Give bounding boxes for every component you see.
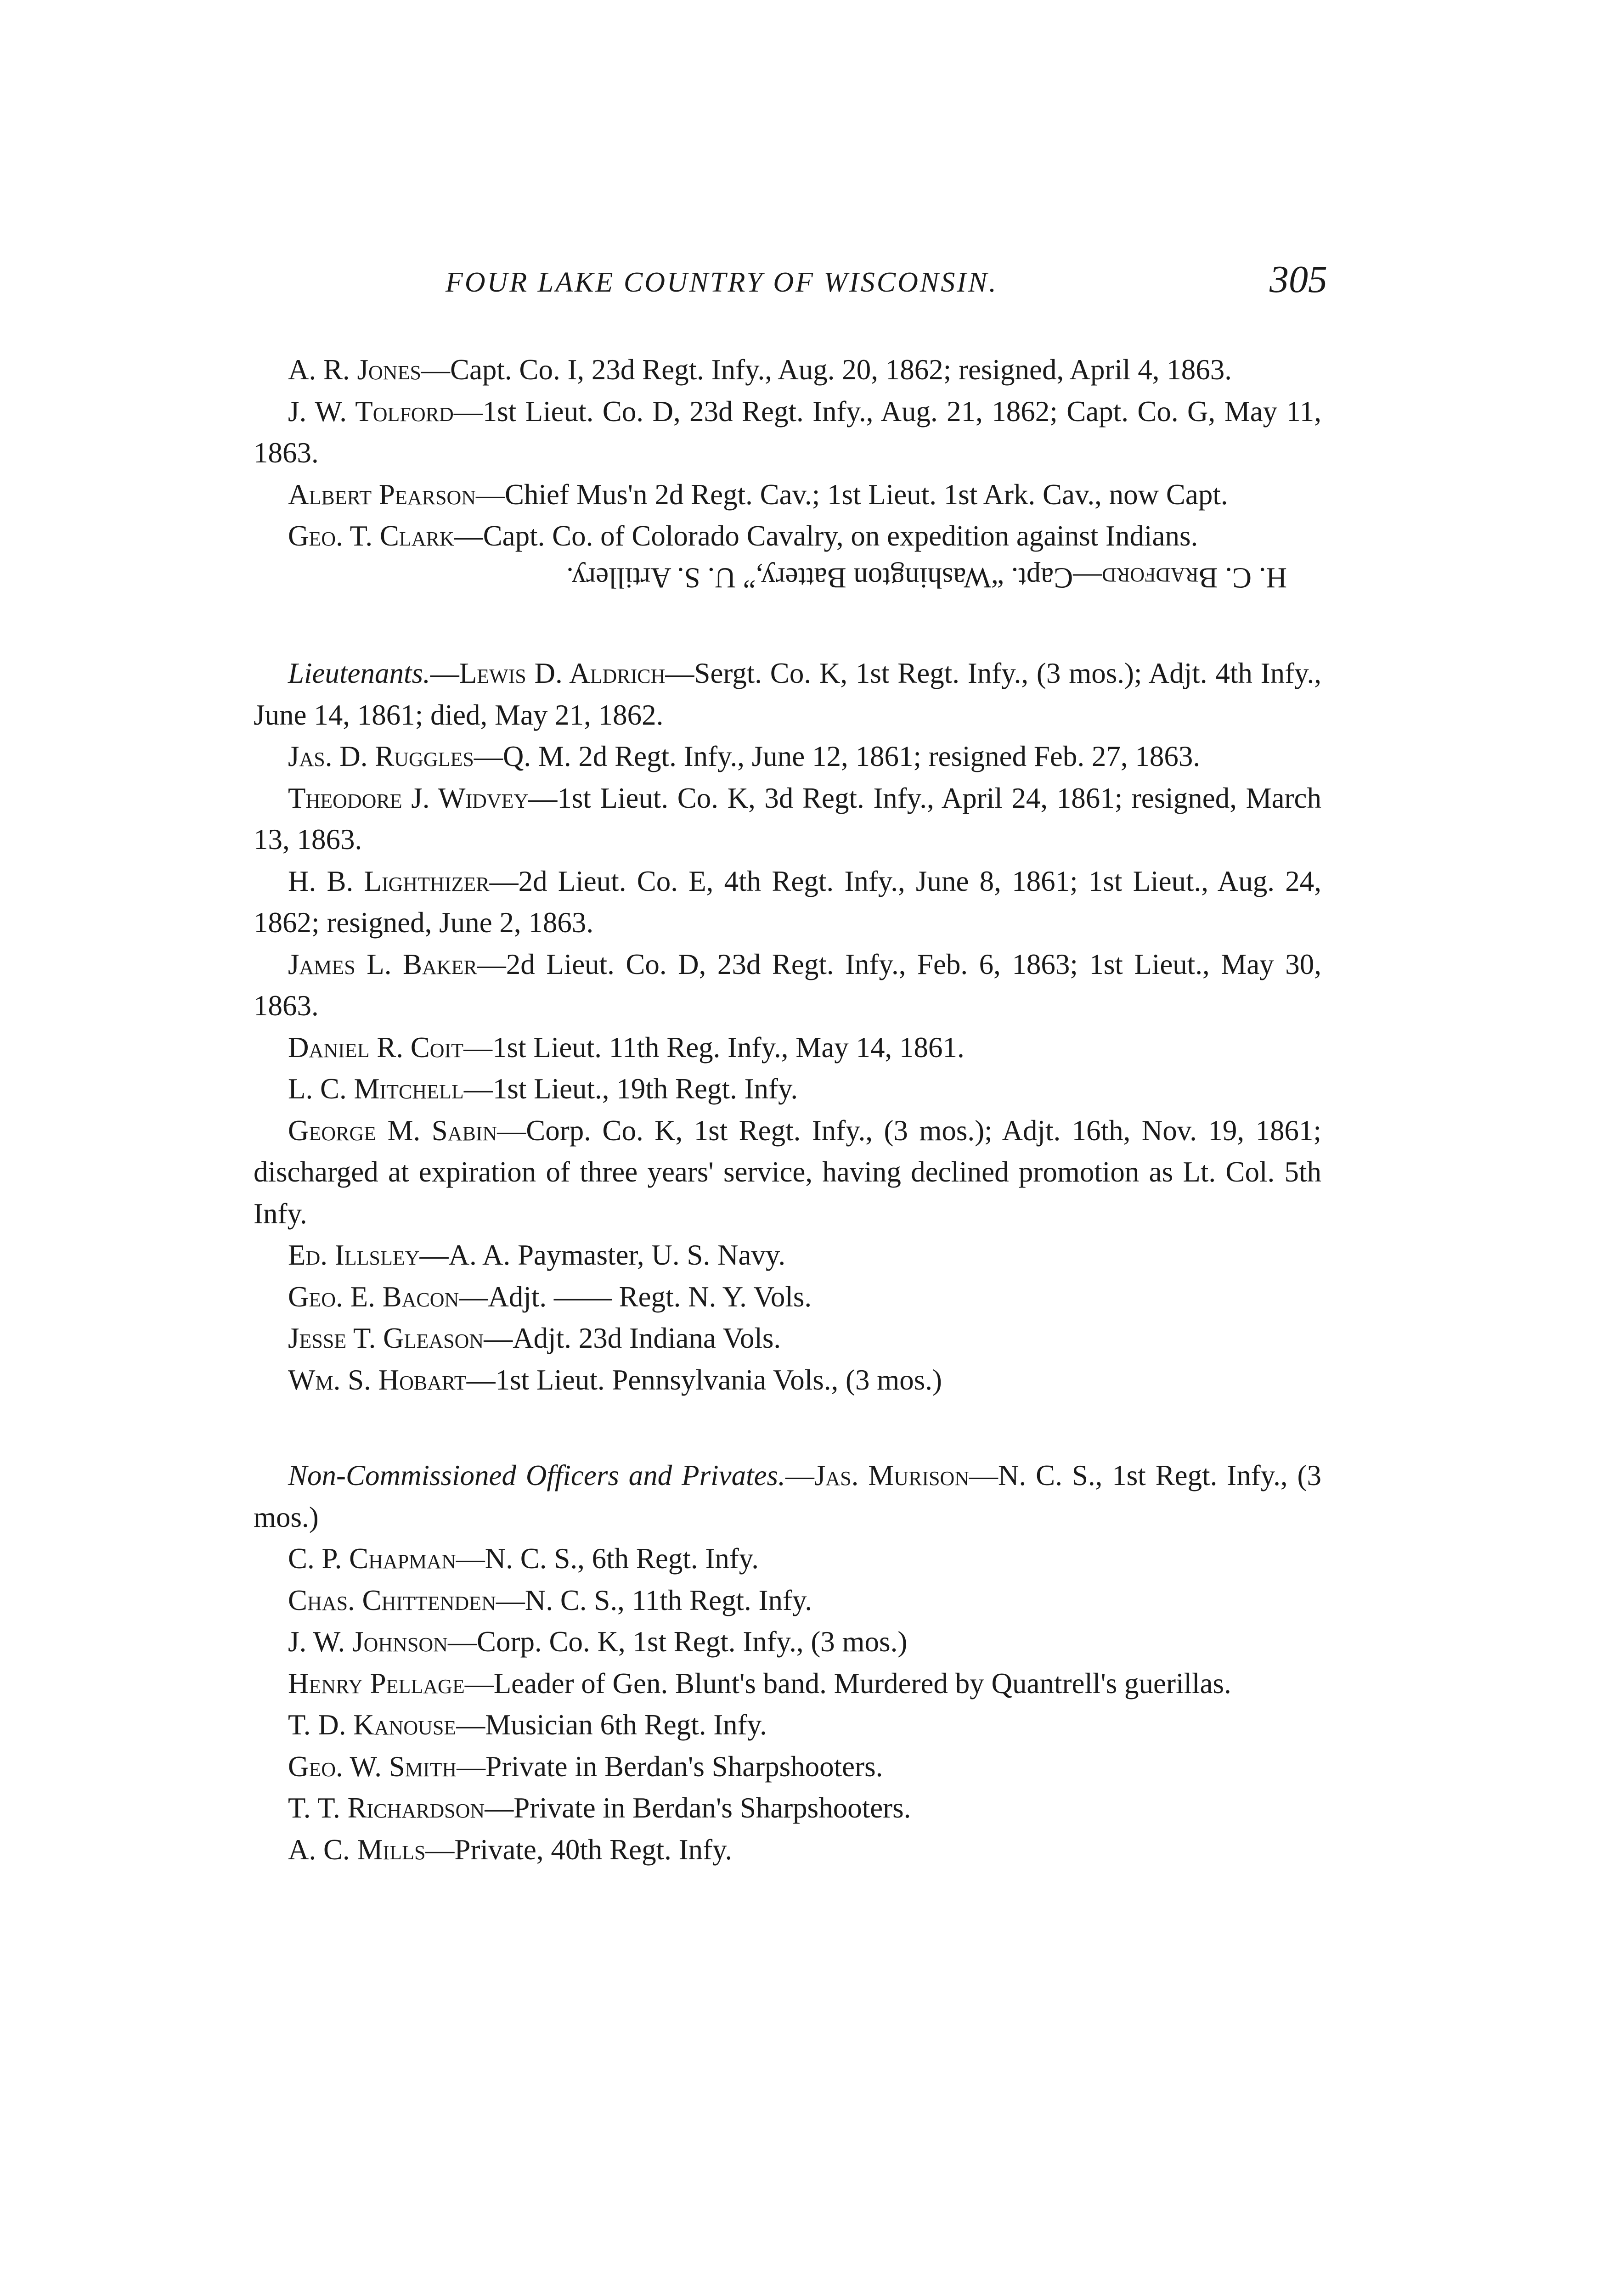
service-record: —Leader of Gen. Blunt's band. Murdered by Quantrell's guerillas.: [464, 1667, 1231, 1699]
service-record: —Adjt. 23d Indiana Vols.: [484, 1322, 781, 1354]
service-record: —Private, 40th Regt. Infy.: [425, 1833, 733, 1866]
soldier-name: Geo. E. Bacon: [288, 1280, 459, 1313]
soldier-name: H. B. Lighthizer: [288, 865, 490, 897]
section-gap: [254, 1401, 1321, 1455]
soldier-name: Jesse T. Gleason: [288, 1322, 484, 1354]
soldier-name: Albert Pearson: [288, 478, 476, 511]
service-record: —Private in Berdan's Sharpshooters.: [457, 1750, 883, 1783]
page-number: 305: [1269, 258, 1327, 301]
service-record: —1st Lieut., 19th Regt. Infy.: [463, 1073, 798, 1105]
service-record: —Musician 6th Regt. Infy.: [456, 1709, 767, 1741]
soldier-name: James L. Baker: [288, 948, 477, 980]
service-record: —Q. M. 2d Regt. Infy., June 12, 1861; resigned Feb. 27, 1863.: [474, 740, 1201, 772]
roster-entry: [254, 1787, 1321, 1829]
service-record: —1st Lieut. 11th Reg. Infy., May 14, 1861.: [463, 1031, 965, 1064]
service-record: —2d Lieut. Co. E, 4th Regt. Infy., June 8, 1861; 1st Lieut., Aug. 24, 1862; resigned, June 2, 1863.: [254, 865, 1321, 939]
roster-entry: [254, 1317, 1321, 1359]
service-record: —Adjt. —— Regt. N. Y. Vols.: [459, 1280, 812, 1313]
section-gap: [254, 598, 1321, 653]
soldier-name: J. W. Johnson: [288, 1626, 448, 1658]
service-record: —2d Lieut. Co. D, 23d Regt. Infy., Feb. 6, 1863; 1st Lieut., May 30, 1863.: [254, 948, 1321, 1022]
soldier-name: Ed. Illsley: [288, 1239, 420, 1271]
soldier-name: Theodore J. Widvey: [288, 782, 529, 814]
roster-entry: [254, 1621, 1321, 1663]
service-record: —Private in Berdan's Sharpshooters.: [485, 1792, 911, 1824]
soldier-name: C. P. Chapman: [288, 1542, 456, 1575]
service-record: —Corp. Co. K, 1st Regt. Infy., (3 mos.); Adjt. 16th, Nov. 19, 1861; discharged at expiration of three years' service, having declined promotion as Lt. Col. 5th Infy.: [254, 1114, 1321, 1230]
service-record: —Corp. Co. K, 1st Regt. Infy., (3 mos.): [447, 1626, 908, 1658]
soldier-name: George M. Sabin: [288, 1114, 497, 1147]
roster-entry: [254, 1110, 1321, 1235]
service-record: —N. C. S., 1st Regt. Infy., (3 mos.): [254, 1459, 1321, 1533]
roster-entry: [254, 1027, 1321, 1069]
soldier-name: Jas. Murison: [814, 1459, 970, 1491]
section-heading-lieutenants: Lieutenants.: [288, 657, 430, 689]
service-record: —Capt. Co. of Colorado Cavalry, on expedition against Indians.: [454, 520, 1198, 552]
roster-entry: [254, 515, 1321, 557]
roster-entry: [254, 1276, 1321, 1318]
soldier-name: J. W. Tolford: [288, 395, 454, 428]
soldier-name: Geo. W. Smith: [288, 1750, 457, 1783]
roster-entry: [254, 1746, 1321, 1788]
roster-entry: [254, 349, 1321, 391]
roster-entry-inverted: [254, 557, 1321, 599]
roster-entry: [254, 391, 1321, 474]
roster-entry: [254, 1538, 1321, 1580]
soldier-name: Geo. T. Clark: [288, 520, 454, 552]
soldier-name: A. C. Mills: [288, 1833, 426, 1866]
service-record: —1st Lieut. Co. K, 3d Regt. Infy., April 24, 1861; resigned, March 13, 1863.: [254, 782, 1321, 855]
service-record: —N. C. S., 6th Regt. Infy.: [456, 1542, 759, 1575]
page-body: [254, 349, 1321, 1870]
roster-entry: Lieutenants.—Lewis D. Aldrich—Sergt. Co. K, 1st Regt. Infy., (3 mos.); Adjt. 4th Infy., June 14, 1861; died, May 21, 1862.: [254, 657, 1321, 731]
service-record: —N. C. S., 11th Regt. Infy.: [496, 1584, 812, 1616]
roster-entry: [254, 1829, 1321, 1871]
roster-entry: [254, 474, 1321, 516]
soldier-name: A. R. Jones: [288, 354, 421, 386]
soldier-name: T. D. Kanouse: [288, 1709, 457, 1741]
roster-entry: [254, 1068, 1321, 1110]
soldier-name: Lewis D. Aldrich: [459, 657, 666, 689]
service-record: —A. A. Paymaster, U. S. Navy.: [419, 1239, 786, 1271]
service-record: —Sergt. Co. K, 1st Regt. Infy., (3 mos.); Adjt. 4th Infy., June 14, 1861; died, May 21, 1862.: [254, 657, 1321, 731]
roster-entry: [254, 861, 1321, 944]
roster-entry: [254, 777, 1321, 861]
soldier-name: L. C. Mitchell: [288, 1073, 464, 1105]
roster-entry: [254, 1580, 1321, 1621]
soldier-name: T. T. Richardson: [288, 1792, 485, 1824]
soldier-name: H. C. Bradford: [1102, 562, 1287, 594]
soldier-name: Wm. S. Hobart: [288, 1363, 467, 1396]
roster-entry: [254, 1359, 1321, 1401]
section-heading-privates: Non-Commissioned Officers and Privates.: [288, 1459, 785, 1491]
soldier-name: Chas. Chittenden: [288, 1584, 496, 1616]
service-record: —1st Lieut. Pennsylvania Vols., (3 mos.): [466, 1363, 942, 1396]
soldier-name: Daniel R. Coit: [288, 1031, 464, 1064]
soldier-name: Jas. D. Ruggles: [288, 740, 474, 772]
page-header: [257, 257, 1327, 312]
roster-entry: [254, 736, 1321, 777]
service-record: —Chief Mus'n 2d Regt. Cav.; 1st Lieut. 1st Ark. Cav., now Capt.: [476, 478, 1228, 511]
soldier-name: Henry Pellage: [288, 1667, 465, 1699]
roster-entry: [254, 944, 1321, 1027]
roster-entry: [254, 1663, 1321, 1705]
service-record: —1st Lieut. Co. D, 23d Regt. Infy., Aug. 21, 1862; Capt. Co. G, May 11, 1863.: [254, 395, 1321, 469]
service-record: —Capt. “Washington Battery,” U. S. Artillery.: [566, 562, 1102, 594]
running-title: FOUR LAKE COUNTRY OF WISCONSIN.: [446, 267, 998, 298]
roster-entry: [254, 1234, 1321, 1276]
roster-entry: Non-Commissioned Officers and Privates.—Jas. Murison—N. C. S., 1st Regt. Infy., (3 mos.): [254, 1459, 1321, 1533]
service-record: —Capt. Co. I, 23d Regt. Infy., Aug. 20, 1862; resigned, April 4, 1863.: [421, 354, 1232, 386]
roster-entry: [254, 1704, 1321, 1746]
